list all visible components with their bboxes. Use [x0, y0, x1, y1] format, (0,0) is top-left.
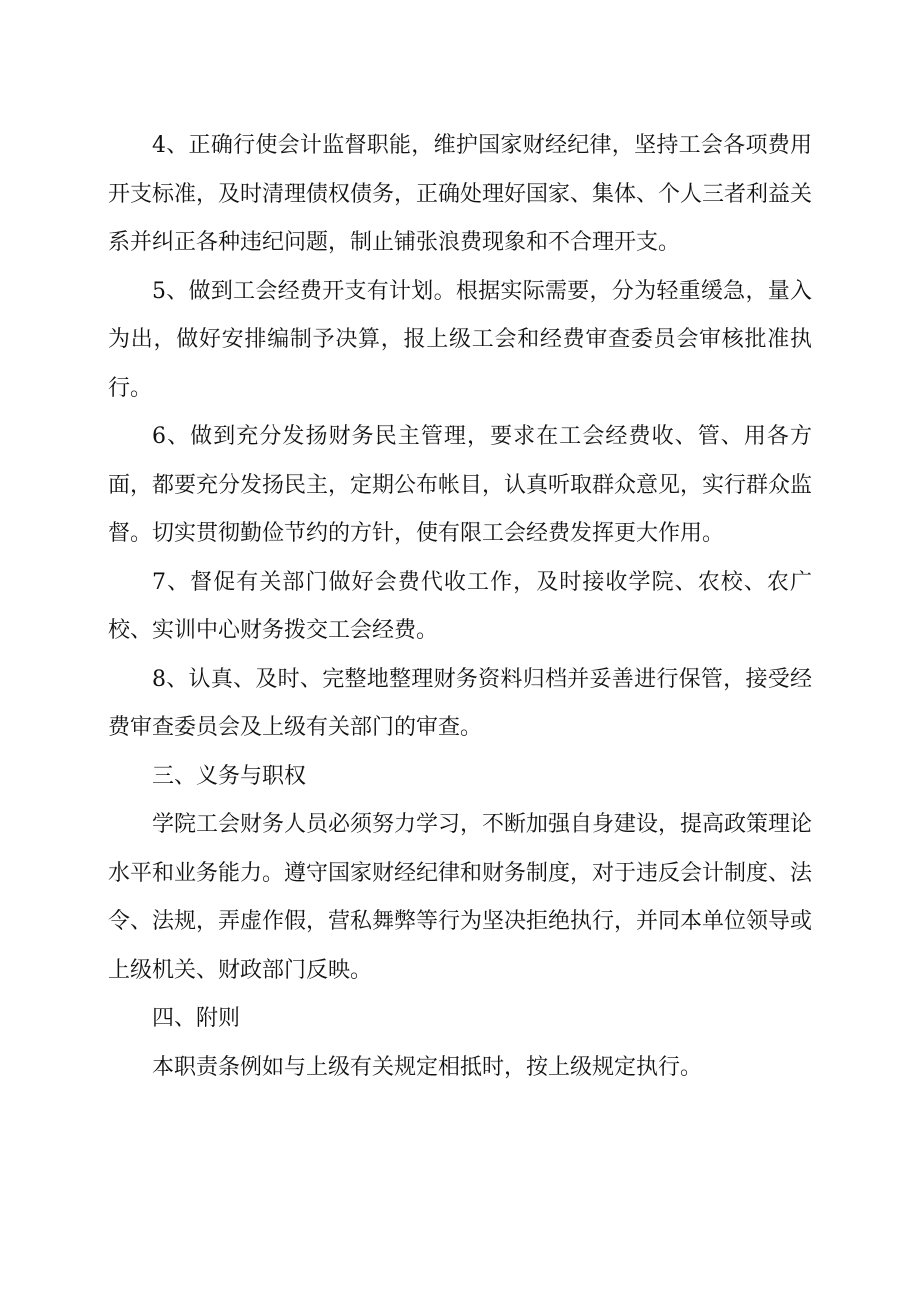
document-body — [108, 122, 812, 1092]
section-3-paragraph: 学院工会财务人员必须努力学习，不断加强自身建设，提高政策理论水平和业务能力。遵守国家财经纪律和财务制度，对于违反会计制度、法令、法规，弄虚作假，营私舞弊等行为坚决拒绝执行，并同本单位领导或上级机关、财政部门反映。 — [108, 812, 813, 983]
clause-5-paragraph: 5、做到工会经费开支有计划。根据实际需要，分为轻重缓急，量入为出，做好安排编制予决算，报上级工会和经费审查委员会审核批准执行。 — [108, 278, 812, 401]
clause-4-paragraph: 4、正确行使会计监督职能，维护国家财经纪律，坚持工会各项费用开支标准，及时清理债权债务，正确处理好国家、集体、个人三者利益关系并纠正各种违纪问题，制止铺张浪费现象和不合理开支。 — [108, 133, 813, 255]
clause-6-paragraph: 6、做到充分发扬财务民主管理，要求在工会经费收、管、用各方面，都要充分发扬民主，定期公布帐目，认真听取群众意见，实行群众监督。切实贯彻勤俭节约的方针，使有限工会经费发挥更大作用。 — [108, 424, 813, 546]
clause-7-paragraph: 7、督促有关部门做好会费代收工作，及时接收学院、农校、农广校、实训中心财务拨交工会经费。 — [108, 569, 812, 643]
clause-8-paragraph: 8、认真、及时、完整地整理财务资料归档并妥善进行保管，接受经费审查委员会及上级有关部门的审查。 — [108, 666, 812, 740]
section-3-heading: 三、义务与职权 — [152, 763, 307, 789]
section-4-paragraph: 本职责条例如与上级有关规定相抵时，按上级规定执行。 — [152, 1054, 703, 1080]
section-4-heading: 四、附则 — [152, 1006, 241, 1031]
